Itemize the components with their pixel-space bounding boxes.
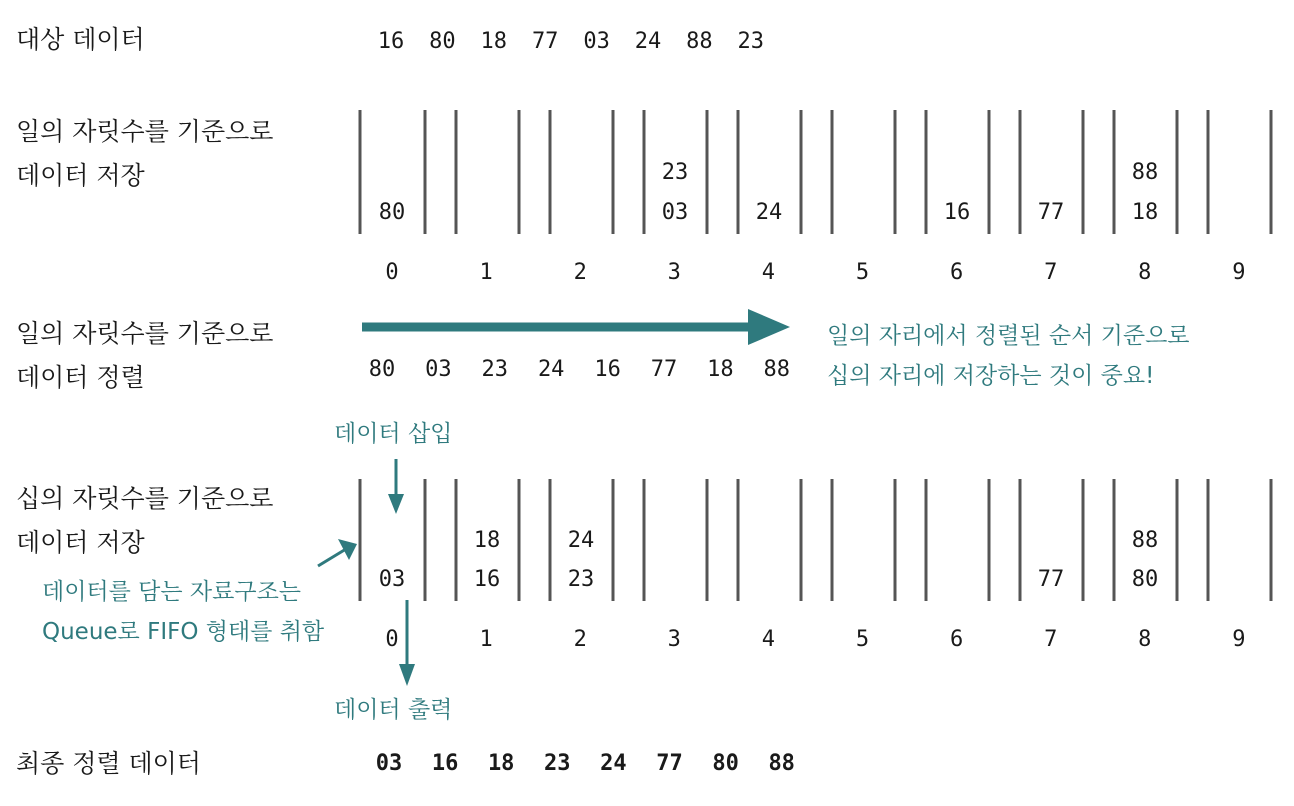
bucket-index: 5 [855, 260, 870, 285]
bucket-value: 88 [1131, 528, 1159, 553]
target-value: 16 [377, 29, 405, 54]
label-step2-line2: 데이터 정렬 [16, 363, 145, 392]
bucket-index: 9 [1232, 260, 1246, 285]
insert-note [334, 414, 452, 454]
target-value: 03 [583, 29, 610, 54]
final-value: 03 [375, 751, 403, 776]
bucket-value: 23 [567, 567, 595, 592]
label-step3-line2: 데이터 저장 [16, 528, 145, 557]
order-note-line2: 십의 자리에 저장하는 것이 중요! [827, 363, 1155, 389]
bucket-index: 8 [1138, 627, 1152, 652]
order-note [827, 316, 1190, 396]
queue-note-line1: 데이터를 담는 자료구조는 [42, 579, 302, 605]
label-step2-line1: 일의 자릿수를 기준으로 [16, 319, 274, 348]
target-value: 80 [429, 29, 456, 54]
bucket-value: 88 [1131, 160, 1159, 185]
output-note-text: 데이터 출력 [334, 697, 453, 723]
bucket-value: 16 [943, 200, 971, 225]
bucket-value: 23 [661, 160, 689, 185]
bucket-index: 1 [479, 260, 493, 285]
final-value: 88 [768, 751, 795, 776]
bucket-index: 5 [855, 627, 870, 652]
target-value: 77 [531, 29, 559, 54]
tens-bucket-dividers [360, 479, 1271, 601]
insert-arrow-icon [388, 459, 404, 514]
bucket-value: 77 [1037, 200, 1065, 225]
final-value: 23 [544, 751, 571, 776]
bucket-value: 03 [378, 567, 406, 592]
sorted-value: 16 [594, 357, 621, 382]
sorted-value: 18 [707, 357, 734, 382]
bucket-value: 80 [1131, 567, 1159, 592]
bucket-index: 3 [667, 260, 681, 285]
bucket-index: 0 [385, 260, 399, 285]
bucket-index: 6 [949, 627, 964, 652]
output-note [334, 690, 452, 730]
bucket-index: 7 [1044, 260, 1058, 285]
bucket-value: 03 [661, 200, 689, 225]
final-value: 77 [656, 751, 683, 776]
label-step3-line1: 십의 자릿수를 기준으로 [16, 484, 274, 513]
bucket-index: 4 [761, 260, 776, 285]
sorted-value: 77 [650, 357, 678, 382]
target-value: 24 [634, 29, 662, 54]
label-target-text: 대상 데이터 [16, 25, 145, 54]
ones-bucket-dividers [360, 110, 1271, 234]
bucket-index: 3 [667, 627, 681, 652]
bucket-index: 6 [949, 260, 964, 285]
output-arrow-icon [399, 600, 415, 686]
final-value: 24 [600, 751, 627, 776]
queue-note-line2: Queue로 FIFO 형태를 취함 [42, 619, 325, 645]
bucket-index: 2 [573, 260, 587, 285]
bucket-value: 16 [473, 567, 501, 592]
sorted-value: 23 [481, 357, 509, 382]
bucket-value: 77 [1037, 567, 1065, 592]
final-value: 18 [487, 751, 515, 776]
sorted-value: 24 [537, 357, 565, 382]
bucket-index: 2 [573, 627, 587, 652]
sorted-value: 88 [763, 357, 791, 382]
insert-note-text: 데이터 삽입 [334, 421, 453, 447]
bucket-value: 24 [567, 528, 595, 553]
bucket-value: 18 [1131, 200, 1159, 225]
target-value: 88 [686, 29, 713, 54]
target-value: 23 [737, 29, 765, 54]
label-final-text: 최종 정렬 데이터 [16, 749, 201, 778]
target-value: 18 [480, 29, 508, 54]
final-value: 16 [431, 751, 459, 776]
queue-arrow-icon [318, 539, 357, 566]
queue-note [42, 572, 324, 652]
bucket-index: 0 [385, 627, 399, 652]
label-step1-line2: 데이터 저장 [16, 161, 145, 190]
label-step1-line1: 일의 자릿수를 기준으로 [16, 117, 274, 146]
bucket-index: 7 [1044, 627, 1058, 652]
bucket-index: 9 [1232, 627, 1246, 652]
sorted-value: 80 [368, 357, 396, 382]
bucket-index: 8 [1138, 260, 1152, 285]
bucket-value: 18 [473, 528, 501, 553]
bucket-index: 1 [479, 627, 493, 652]
bucket-index: 4 [761, 627, 776, 652]
bucket-value: 80 [378, 200, 406, 225]
final-value: 80 [712, 751, 739, 776]
bucket-value: 24 [755, 200, 783, 225]
sorted-value: 03 [425, 357, 452, 382]
big-arrow-icon [362, 309, 790, 345]
order-note-line1: 일의 자리에서 정렬된 순서 기준으로 [827, 323, 1190, 349]
